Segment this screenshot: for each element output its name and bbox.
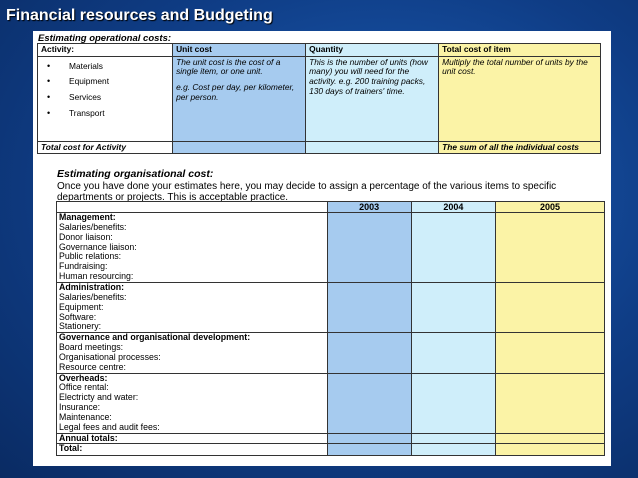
quantity-header: Quantity [306, 44, 439, 57]
section-cell [57, 373, 328, 433]
operational-costs-heading: Estimating operational costs: [38, 33, 172, 44]
empty-cell [411, 373, 495, 433]
list-item: Organisational processes: [59, 351, 161, 362]
empty-cell [327, 213, 411, 283]
quantity-description: This is the number of units (how many) you will need for the activity. e.g. 200 training packs, 130 days of trainers' time. [306, 56, 439, 141]
list-item: Maintenance: [59, 411, 112, 422]
empty-cell [496, 373, 605, 433]
year-2005-header: 2005 [496, 202, 605, 213]
unit-cost-header: Unit cost [173, 44, 306, 57]
annual-totals-label: Annual totals: [57, 433, 328, 444]
section-cell [57, 213, 328, 283]
empty-cell [411, 213, 495, 283]
empty-cell [411, 282, 495, 332]
empty-cell [496, 282, 605, 332]
list-item: Salaries/benefits: [59, 291, 127, 302]
empty-cell [327, 433, 411, 444]
empty-cell [327, 444, 411, 456]
list-item: Salaries/benefits: [59, 221, 127, 232]
total-cost-header: Total cost of item [439, 44, 601, 57]
document-sheet [33, 31, 611, 466]
list-item: Fundraising: [59, 261, 108, 272]
total-description: Multiply the total number of units by the unit cost. [439, 56, 601, 141]
table-header-row [38, 44, 601, 57]
organisational-cost-text: Once you have done your estimates here, you may decide to assign a percentage of the various items to specific departments or projects. This is acceptable practice. [57, 181, 557, 204]
total-label: Total: [57, 444, 328, 456]
section-title: Governance and organisational development: [59, 332, 251, 343]
list-item: Electricty and water: [59, 392, 139, 403]
section-cell [57, 282, 328, 332]
total-row-label: Total cost for Activity [38, 141, 173, 154]
list-item: Office rental: [59, 382, 109, 393]
section-cell [57, 333, 328, 373]
year-2003-header: 2003 [327, 202, 411, 213]
section-title: Overheads: [59, 372, 108, 383]
list-item: • Materials [47, 60, 103, 71]
empty-cell [173, 141, 306, 154]
overheads-section [57, 373, 605, 433]
list-item: Public relations: [59, 251, 122, 262]
empty-cell [411, 444, 495, 456]
unit-cost-description: The unit cost is the cost of a single item, or one unit. e.g. Cost per day, per kilometer, per person. [173, 56, 306, 141]
empty-cell [496, 213, 605, 283]
list-item: Legal fees and audit fees: [59, 421, 160, 432]
organisational-cost-table [56, 201, 605, 456]
list-item: Board meetings: [59, 342, 124, 353]
annual-totals-row [57, 433, 605, 444]
empty-cell [411, 333, 495, 373]
list-item: Human resourcing: [59, 271, 134, 282]
empty-cell [411, 433, 495, 444]
operational-costs-table [37, 43, 601, 154]
table-row [38, 56, 601, 141]
total-row-value: The sum of all the individual costs [439, 141, 601, 154]
items-cell [38, 56, 173, 141]
section-title: Management: [59, 212, 116, 223]
section-title: Administration: [59, 281, 124, 292]
empty-cell [496, 333, 605, 373]
list-item: Insurance: [59, 402, 101, 413]
total-row [57, 444, 605, 456]
list-item: Software: [59, 311, 97, 322]
slide-title: Financial resources and Budgeting [6, 7, 273, 24]
empty-cell [306, 141, 439, 154]
list-item: Donor liaison: [59, 231, 113, 242]
administration-section [57, 282, 605, 332]
empty-cell [496, 433, 605, 444]
empty-cell [327, 373, 411, 433]
governance-section [57, 333, 605, 373]
list-item: • Equipment [47, 76, 110, 87]
list-item: Equipment: [59, 301, 104, 312]
list-item: Resource centre: [59, 361, 126, 372]
empty-cell [327, 333, 411, 373]
year-2004-header: 2004 [411, 202, 495, 213]
organisational-cost-heading: Estimating organisational cost: [57, 168, 214, 180]
table-row [38, 141, 601, 154]
list-item: Governance liaison: [59, 241, 137, 252]
list-item: • Transport [47, 107, 105, 118]
management-section [57, 213, 605, 283]
empty-cell [496, 444, 605, 456]
empty-cell [57, 202, 328, 213]
list-item: Stationery: [59, 321, 102, 332]
year-header-row [57, 202, 605, 213]
activity-label: Activity: [38, 44, 173, 57]
empty-cell [327, 282, 411, 332]
cost-items-list [41, 61, 169, 119]
list-item: • Services [47, 91, 102, 102]
